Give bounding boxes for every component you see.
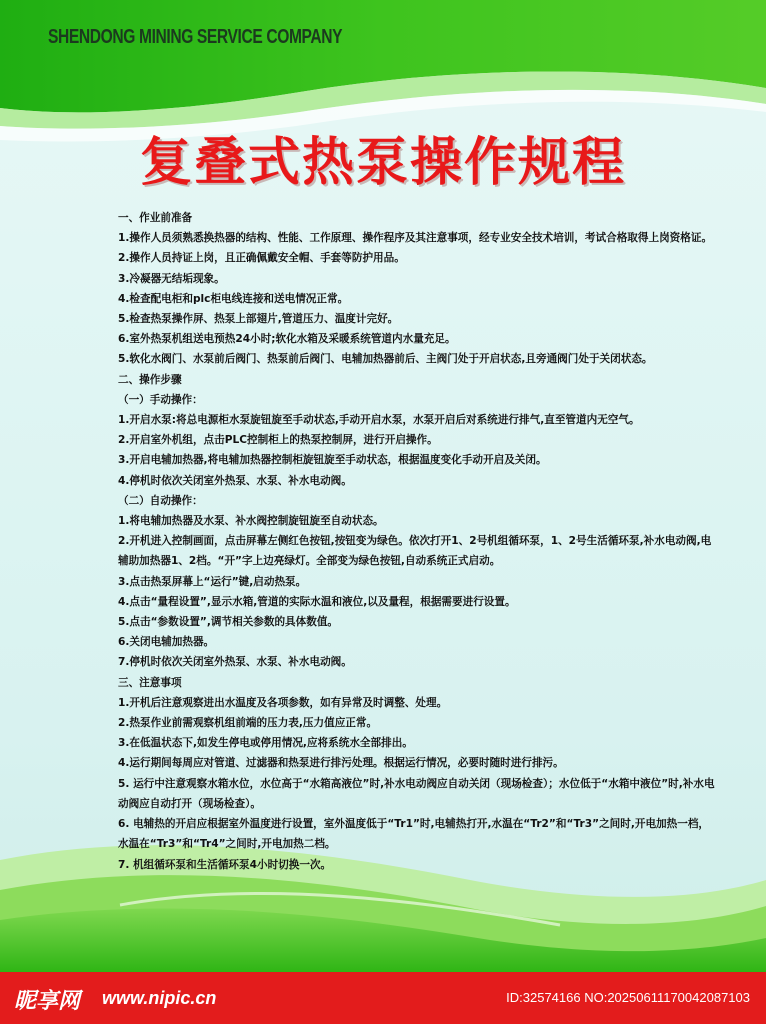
section-heading: 二、操作步骤 bbox=[118, 373, 182, 386]
text-line: 2.热泵作业前需观察机组前端的压力表,压力值应正常。 bbox=[118, 717, 378, 730]
text-line: 2.开启室外机组，点击PLC控制柜上的热泵控制屏，进行开启操作。 bbox=[118, 434, 438, 447]
text-line: 2.开机进入控制画面，点击屏幕左侧红色按钮,按钮变为绿色。依次打开1、2号机组循环泵，1、2号生活循环泵,补水电动阀,电辅助加热器1、2档。“开”字上边亮绿灯。全部变为绿色按钮,自动系统正式启动。 bbox=[118, 535, 712, 568]
section-heading: 一、作业前准备 bbox=[118, 212, 193, 224]
text-line: 3.冷凝器无结垢现象。 bbox=[118, 272, 225, 285]
section-heading: 三、注意事项 bbox=[118, 676, 182, 689]
text-line: 5. 运行中注意观察水箱水位，水位高于“水箱高液位”时,补水电动阀应自动关闭（现场检查）；水位低于“水箱中液位”时,补水电动阀应自动打开（现场检查）。 bbox=[118, 777, 715, 810]
text-line: 1.开机后注意观察进出水温度及各项参数，如有异常及时调整、处理。 bbox=[118, 696, 448, 709]
text-line: 3.点击热泵屏幕上“运行”键,启动热泵。 bbox=[118, 575, 307, 588]
text-line: 7. 机组循环泵和生活循环泵4小时切换一次。 bbox=[118, 858, 332, 871]
text-line: 2.操作人员持证上岗，且正确佩戴安全帽、手套等防护用品。 bbox=[118, 252, 405, 265]
text-line: 4.停机时依次关闭室外热泵、水泵、补水电动阀。 bbox=[118, 474, 352, 487]
text-line: 5.软化水阀门、水泵前后阀门、热泵前后阀门、电辅加热器前后、主阀门处于开启状态,且旁通阀门处于关闭状态。 bbox=[118, 353, 653, 366]
text-line: 4.运行期间每周应对管道、过滤器和热泵进行排污处理。根据运行情况，必要时随时进行排污。 bbox=[118, 757, 564, 770]
text-line: 1.开启水泵:将总电源柜水泵旋钮旋至手动状态,手动开启水泵，水泵开启后对系统进行排气,直至管道内无空气。 bbox=[118, 414, 640, 427]
text-line: 6.关闭电辅加热器。 bbox=[118, 636, 215, 649]
procedure-text bbox=[118, 208, 718, 875]
text-line: 1.操作人员须熟悉换热器的结构、性能、工作原理、操作程序及其注意事项，经专业安全技术培训，考试合格取得上岗资格证。 bbox=[118, 232, 713, 245]
text-line: 6. 电辅热的开启应根据室外温度进行设置，室外温度低于“Tr1”时,电辅热打开,水温在“Tr2”和“Tr3”之间时,开电加热一档，水温在“Tr3”和“Tr4”之间时,开电加热二档。 bbox=[118, 818, 710, 851]
image-id-text: ID:32574166 NO:20250611170042087103 bbox=[506, 990, 750, 1005]
text-line: 4.检查配电柜和plc柜电线连接和送电情况正常。 bbox=[118, 292, 349, 305]
text-line: 5.点击“参数设置”,调节相关参数的具体数值。 bbox=[118, 616, 339, 629]
subsection-heading: （一）手动操作： bbox=[118, 393, 203, 406]
text-line: 3.在低温状态下,如发生停电或停用情况,应将系统水全部排出。 bbox=[118, 737, 413, 750]
watermark-logo: 昵享网 bbox=[14, 989, 81, 1014]
text-line: 3.开启电辅加热器,将电辅加热器控制柜旋钮旋至手动状态，根据温度变化手动开启及关闭。 bbox=[118, 454, 547, 467]
text-line: 4.点击“量程设置”,显示水箱,管道的实际水温和液位,以及量程，根据需要进行设置。 bbox=[118, 595, 516, 608]
text-line: 6.室外热泵机组送电预热24小时;软化水箱及采暖系统管道内水量充足。 bbox=[118, 333, 456, 346]
text-line: 5.检查热泵操作屏、热泵上部翅片,管道压力、温度计完好。 bbox=[118, 313, 399, 326]
page-title: 复叠式热泵操作规程 bbox=[139, 133, 626, 193]
text-line: 7.停机时依次关闭室外热泵、水泵、补水电动阀。 bbox=[118, 656, 352, 669]
watermark-url[interactable]: www.nipic.cn bbox=[102, 988, 217, 1008]
company-name: SHENDONG MINING SERVICE COMPANY bbox=[48, 26, 343, 48]
subsection-heading: （二）自动操作： bbox=[118, 494, 203, 507]
text-line: 1.将电辅加热器及水泵、补水阀控制旋钮旋至自动状态。 bbox=[118, 515, 384, 528]
